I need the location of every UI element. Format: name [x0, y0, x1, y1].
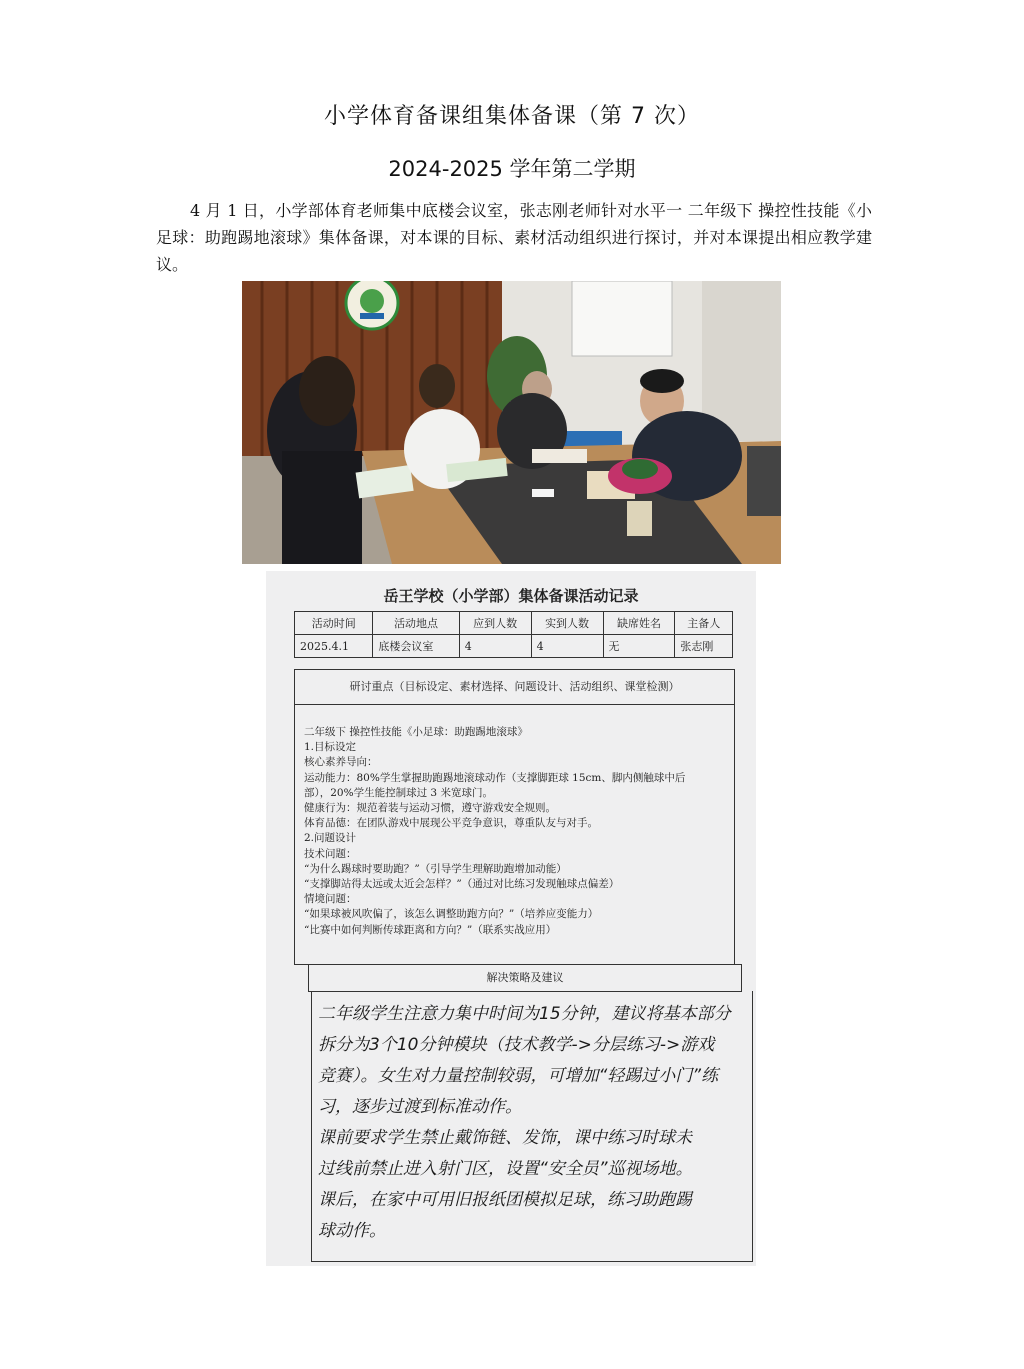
- value-cell: 2025.4.1: [295, 635, 373, 658]
- value-cell: 4: [531, 635, 603, 658]
- page-subtitle: 2024-2025 学年第二学期: [388, 157, 636, 181]
- table-row: [295, 635, 733, 658]
- header-cell: 应到人数: [459, 612, 531, 635]
- table-header-row: [295, 612, 733, 635]
- handwritten-line: 课前要求学生禁止戴饰链、发饰，课中练习时球未: [318, 1128, 692, 1148]
- content-line: 健康行为：规范着装与运动习惯，遵守游戏安全规则。: [304, 802, 556, 815]
- value-cell: 底楼会议室: [373, 635, 459, 658]
- header-cell: 活动时间: [295, 612, 373, 635]
- header-cell: 实到人数: [531, 612, 603, 635]
- content-line: “如果球被风吹偏了，该怎么调整助跑方向？”（培养应变能力）: [304, 908, 599, 921]
- content-line: “为什么踢球时要助跑？”（引导学生理解助跑增加动能）: [304, 862, 567, 875]
- solution-heading: 解决策略及建议: [308, 964, 742, 992]
- content-line: 1.目标设定: [304, 741, 357, 754]
- meeting-photo: [242, 281, 781, 564]
- handwritten-line: 课后，在家中可用旧报纸团模拟足球，练习助跑踢: [318, 1190, 692, 1210]
- content-line: 情境问题：: [304, 893, 357, 906]
- handwritten-line: 二年级学生注意力集中时间为15分钟，建议将基本部分: [318, 1004, 731, 1024]
- page-title: 小学体育备课组集体备课（第 7 次）: [324, 104, 700, 129]
- handwritten-line: 拆分为3个10分钟模块（技术教学->分层练习->游戏: [318, 1035, 715, 1055]
- handwritten-line: 习，逐步过渡到标准动作。: [318, 1097, 522, 1117]
- content-line: 核心素养导向：: [304, 756, 378, 769]
- intro-paragraph: 4 月 1 日，小学部体育老师集中底楼会议室，张志刚老师针对水平一 二年级下 操控性技能《小足球：助跑踢地滚球》集体备课，对本课的目标、素材活动组织进行探讨，并对本课提出相应教学建议。: [156, 201, 872, 274]
- value-cell: 4: [459, 635, 531, 658]
- handwritten-notes: [318, 999, 750, 1247]
- handwritten-line: 竞赛）。女生对力量控制较弱，可增加“轻踢过小门”练: [318, 1066, 719, 1086]
- handwritten-line: 球动作。: [318, 1221, 386, 1241]
- research-focus-heading: 研讨重点（目标设定、素材选择、问题设计、活动组织、课堂检测）: [294, 669, 735, 705]
- handwritten-line: 过线前禁止进入射门区，设置“安全员”巡视场地。: [318, 1159, 693, 1179]
- record-scan: [266, 571, 756, 1266]
- content-line: 2.问题设计: [304, 832, 357, 845]
- content-line: 运动能力：80%学生掌握助跑踢地滚球动作（支撑脚距球 15cm、脚内侧触球中后: [304, 771, 686, 784]
- content-line: 二年级下 操控性技能《小足球：助跑踢地滚球》: [304, 726, 528, 738]
- content-line: “支撑脚站得太远或太近会怎样？”（通过对比练习发现触球点偏差）: [304, 878, 620, 891]
- content-line: 体育品德：在团队游戏中展现公平竞争意识，尊重队友与对手。: [304, 817, 598, 830]
- content-line: 部），20%学生能控制球过 3 米宽球门。: [304, 786, 493, 799]
- content-line: 技术问题：: [304, 847, 357, 860]
- header-cell: 活动地点: [373, 612, 459, 635]
- research-content: [304, 725, 734, 938]
- value-cell: 张志刚: [675, 635, 733, 658]
- content-line: “比赛中如何判断传球距离和方向？”（联系实战应用）: [304, 923, 557, 936]
- header-cell: 主备人: [675, 612, 733, 635]
- record-info-table: [294, 611, 733, 658]
- header-cell: 缺席姓名: [603, 612, 675, 635]
- record-title: 岳王学校（小学部）集体备课活动记录: [383, 587, 639, 605]
- value-cell: 无: [603, 635, 675, 658]
